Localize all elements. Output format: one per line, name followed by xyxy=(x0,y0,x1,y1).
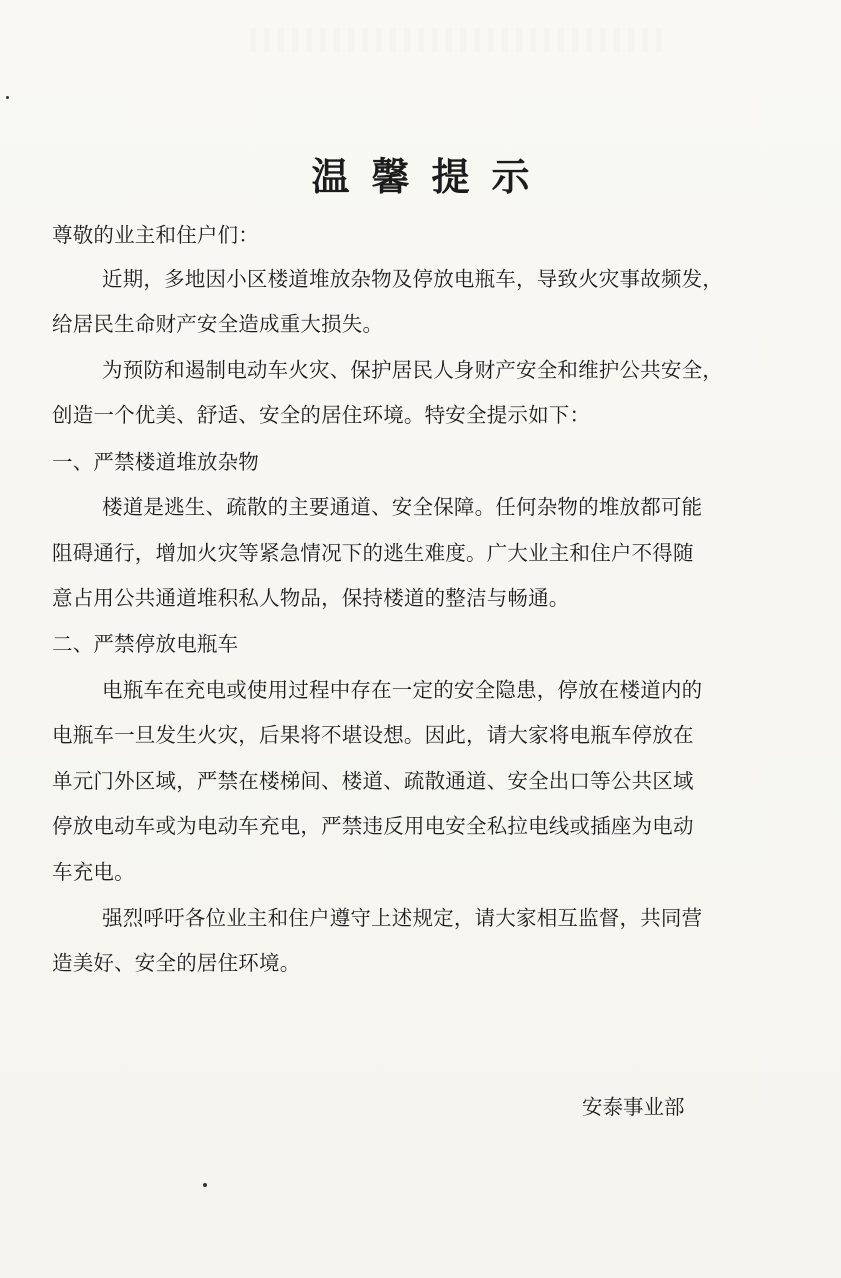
paragraph-line: 车充电。 xyxy=(52,860,135,884)
paragraph-line: 停放电动车或为电动车充电，严禁违反用电安全私拉电线或插座为电动 xyxy=(52,814,694,838)
paragraph-line: 单元门外区域，严禁在楼梯间、楼道、疏散通道、安全出口等公共区域 xyxy=(52,769,694,793)
paragraph-line: 为预防和遏制电动车火灾、保护居民人身财产安全和维护公共安全， xyxy=(102,358,723,382)
paragraph-line: 楼道是逃生、疏散的主要通道、安全保障。任何杂物的堆放都可能 xyxy=(102,495,703,519)
paragraph-line: 近期，多地因小区楼道堆放杂物及停放电瓶车，导致火灾事故频发， xyxy=(102,267,723,291)
greeting-line: 尊敬的业主和住户们： xyxy=(52,223,259,247)
signature: 安泰事业部 xyxy=(582,1095,685,1119)
paragraph-line: 阻碍通行，增加火灾等紧急情况下的逃生难度。广大业主和住户不得随 xyxy=(52,541,694,565)
paragraph-line: 造美好、安全的居住环境。 xyxy=(52,951,301,975)
section-heading: 二、严禁停放电瓶车 xyxy=(52,632,239,656)
paragraph-line: 电瓶车在充电或使用过程中存在一定的安全隐患，停放在楼道内的 xyxy=(102,678,703,702)
paragraph-line: 电瓶车一旦发生火灾，后果将不堪设想。因此，请大家将电瓶车停放在 xyxy=(52,723,694,747)
paragraph-line: 意占用公共通道堆积私人物品，保持楼道的整洁与畅通。 xyxy=(52,586,570,610)
scan-speck xyxy=(6,96,9,99)
scan-speck xyxy=(203,1183,207,1187)
paragraph-line: 创造一个优美、舒适、安全的居住环境。特安全提示如下： xyxy=(52,403,591,427)
notice-title: 温馨提示 xyxy=(311,154,552,199)
paragraph-line: 给居民生命财产安全造成重大损失。 xyxy=(52,312,384,336)
paragraph-line: 强烈呼吁各位业主和住户遵守上述规定，请大家相互监督，共同营 xyxy=(102,906,703,930)
section-heading: 一、严禁楼道堆放杂物 xyxy=(52,450,259,474)
scan-artifact xyxy=(250,28,670,52)
